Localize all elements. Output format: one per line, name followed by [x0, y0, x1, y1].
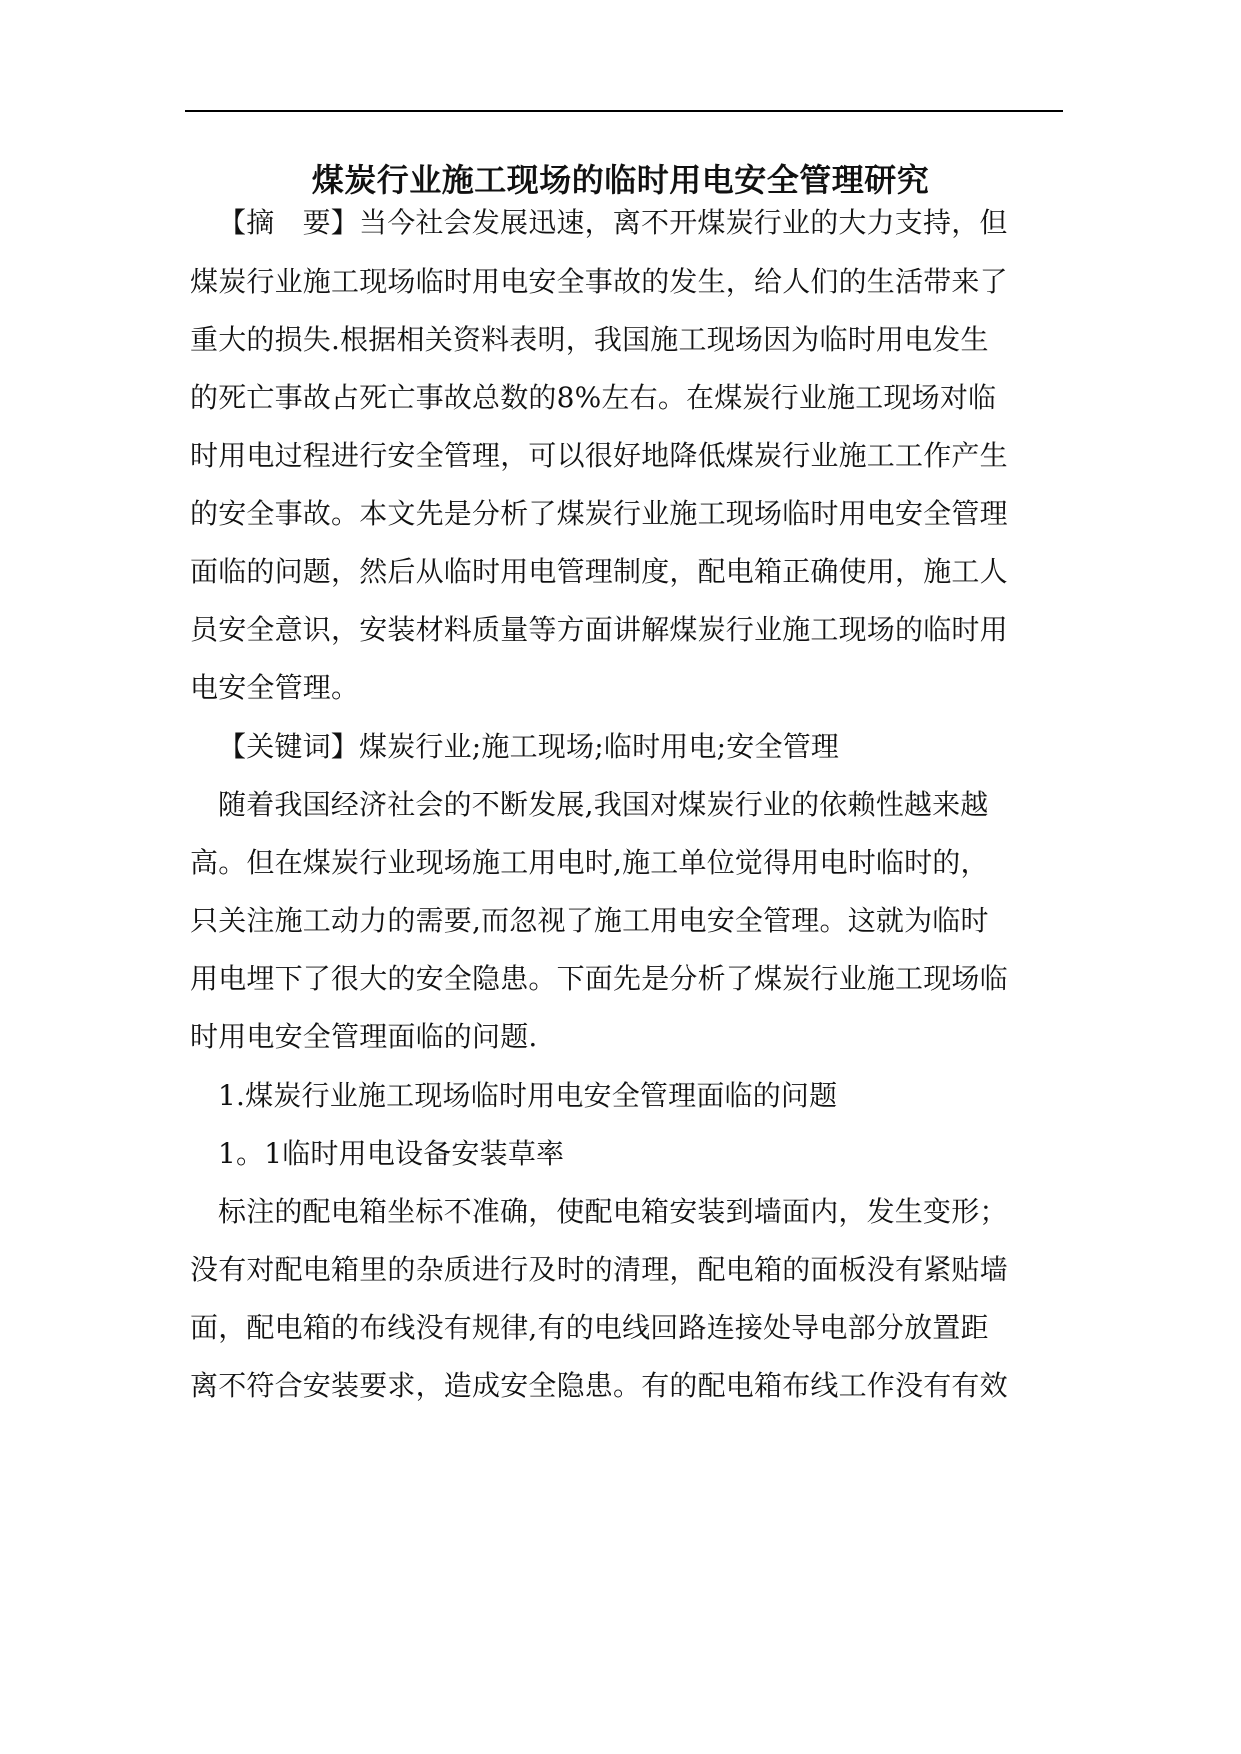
header-rule [185, 110, 1063, 112]
intro-line: 随着我国经济社会的不断发展,我国对煤炭行业的依赖性越来越 [218, 788, 989, 821]
abstract-line: 员安全意识，安装材料质量等方面讲解煤炭行业施工现场的临时用 [190, 613, 1008, 646]
intro-line: 用电埋下了很大的安全隐患。下面先是分析了煤炭行业施工现场临 [190, 962, 1008, 995]
abstract-line: 的安全事故。本文先是分析了煤炭行业施工现场临时用电安全管理 [190, 497, 1008, 530]
keywords-line: 【关键词】煤炭行业;施工现场;临时用电;安全管理 [218, 730, 840, 763]
abstract-line: 面临的问题，然后从临时用电管理制度，配电箱正确使用，施工人 [190, 555, 1008, 588]
subsection-heading: 1。1临时用电设备安装草率 [218, 1137, 565, 1170]
intro-line: 高。但在煤炭行业现场施工用电时,施工单位觉得用电时临时的， [190, 846, 989, 879]
body-line: 没有对配电箱里的杂质进行及时的清理，配电箱的面板没有紧贴墙 [190, 1253, 1008, 1286]
document-title: 煤炭行业施工现场的临时用电安全管理研究 [311, 161, 930, 199]
abstract-line: 煤炭行业施工现场临时用电安全事故的发生，给人们的生活带来了 [190, 265, 1008, 298]
abstract-line: 的死亡事故占死亡事故总数的8%左右。在煤炭行业施工现场对临 [190, 381, 997, 414]
body-line: 标注的配电箱坐标不准确，使配电箱安装到墙面内，发生变形； [218, 1195, 1008, 1228]
abstract-line: 重大的损失.根据相关资料表明，我国施工现场因为临时用电发生 [190, 323, 989, 356]
intro-line: 时用电安全管理面临的问题. [190, 1020, 538, 1053]
intro-line: 只关注施工动力的需要,而忽视了施工用电安全管理。这就为临时 [190, 904, 989, 937]
abstract-line: 时用电过程进行安全管理，可以很好地降低煤炭行业施工工作产生 [190, 439, 1008, 472]
body-line: 离不符合安装要求，造成安全隐患。有的配电箱布线工作没有有效 [190, 1369, 1008, 1402]
abstract-line: 电安全管理。 [190, 671, 360, 704]
body-line: 面，配电箱的布线没有规律,有的电线回路连接处导电部分放置距 [190, 1311, 989, 1344]
abstract-line: 【摘 要】当今社会发展迅速，离不开煤炭行业的大力支持，但 [218, 206, 1008, 239]
section-heading: 1.煤炭行业施工现场临时用电安全管理面临的问题 [218, 1079, 838, 1112]
